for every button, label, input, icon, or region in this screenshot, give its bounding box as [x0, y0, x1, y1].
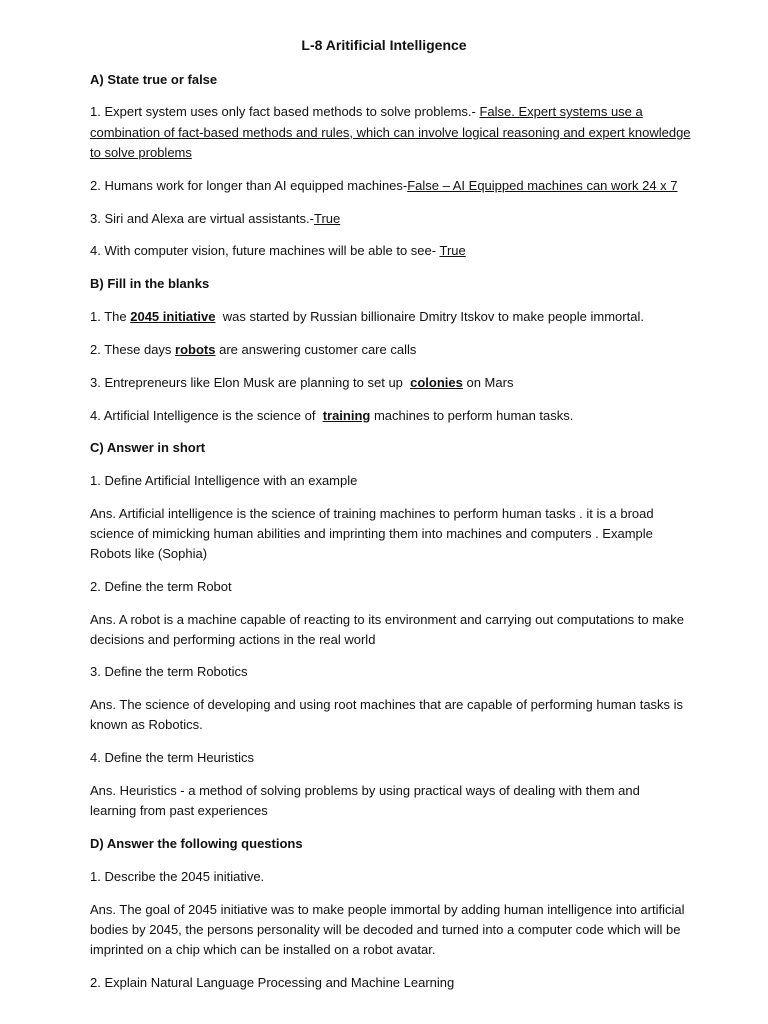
- question-text: was started by Russian billionaire Dmitry Itskov to make people immortal.: [215, 309, 644, 324]
- blank-answer: 2045 initiative: [130, 309, 216, 324]
- section-c-answer-2: Ans. A robot is a machine capable of reacting to its environment and carrying out computations to make decisions and performing actions in the real world: [90, 612, 684, 647]
- section-c-question-3: 3. Define the term Robotics: [90, 664, 248, 679]
- section-b-heading: B) Fill in the blanks: [90, 276, 210, 291]
- section-b-question-1: [90, 307, 690, 327]
- answer-text-continued: combination of fact-based methods and rules, which can involve logical reasoning and expert knowledge: [90, 125, 691, 140]
- question-text: on Mars: [462, 375, 514, 390]
- section-d-question-2: 2. Explain Natural Language Processing and Machine Learning: [90, 975, 455, 990]
- section-c-answer-3: Ans. The science of developing and using root machines that are capable of performing human tasks is known as Robotics.: [90, 697, 684, 732]
- section-c-question-4: 4. Define the term Heuristics: [90, 750, 255, 765]
- section-b-question-2: [90, 340, 690, 360]
- section-c-question-2: 2. Define the term Robot: [90, 579, 232, 594]
- blank-answer: training: [322, 408, 371, 423]
- section-b-question-4: [90, 406, 690, 426]
- question-text: 4. Artificial Intelligence is the science of: [90, 408, 323, 423]
- section-a-heading: A) State true or false: [90, 72, 218, 87]
- section-a-question-3: [90, 209, 690, 229]
- section-c-answer-1: Ans. Artificial intelligence is the science of training machines to perform human tasks . it is a broad science of mimicking human abilities and imprinting them into machines and computers . Example Robots like (Sophia): [90, 506, 654, 561]
- answer-text-continued: to solve problems: [90, 145, 192, 160]
- blank-answer: colonies: [410, 375, 463, 390]
- section-a-question-4: [90, 241, 690, 261]
- question-text: 1. The: [90, 309, 131, 324]
- answer-text: True: [439, 243, 466, 258]
- question-text: 4. With computer vision, future machines will be able to see-: [90, 243, 440, 258]
- question-text: 2. Humans work for longer than AI equipped machines-: [90, 178, 408, 193]
- section-d-answer-1: Ans. The goal of 2045 initiative was to make people immortal by adding human intelligence into artificial bodies by 2045, the persons personality will be decoded and turned into a computer code which will be imprinted on a chip which can be installed on a robot avatar.: [90, 902, 685, 957]
- question-text: 3. Siri and Alexa are virtual assistants.-: [90, 211, 314, 226]
- section-b-question-3: [90, 373, 690, 393]
- section-a-question-1: [90, 102, 690, 122]
- section-d-heading: D) Answer the following questions: [90, 836, 303, 851]
- section-c-heading: C) Answer in short: [90, 440, 206, 455]
- question-text: 3. Entrepreneurs like Elon Musk are planning to set up: [90, 375, 411, 390]
- answer-text: False – AI Equipped machines can work 24 x 7: [407, 178, 678, 193]
- question-text: are answering customer care calls: [215, 342, 417, 357]
- section-a-question-2: [90, 176, 690, 196]
- question-text: 1. Expert system uses only fact based methods to solve problems.-: [90, 104, 480, 119]
- section-d-question-1: 1. Describe the 2045 initiative.: [90, 869, 265, 884]
- section-c-answer-4: Ans. Heuristics - a method of solving problems by using practical ways of dealing with them and learning from past experiences: [90, 783, 640, 818]
- answer-text: True: [314, 211, 341, 226]
- answer-text: False. Expert systems use a: [479, 104, 643, 119]
- section-c-question-1: 1. Define Artificial Intelligence with an example: [90, 473, 358, 488]
- blank-answer: robots: [175, 342, 216, 357]
- question-text: 2. These days: [90, 342, 176, 357]
- question-text: machines to perform human tasks.: [370, 408, 574, 423]
- page-title: L-8 Aritificial Intelligence: [301, 37, 467, 53]
